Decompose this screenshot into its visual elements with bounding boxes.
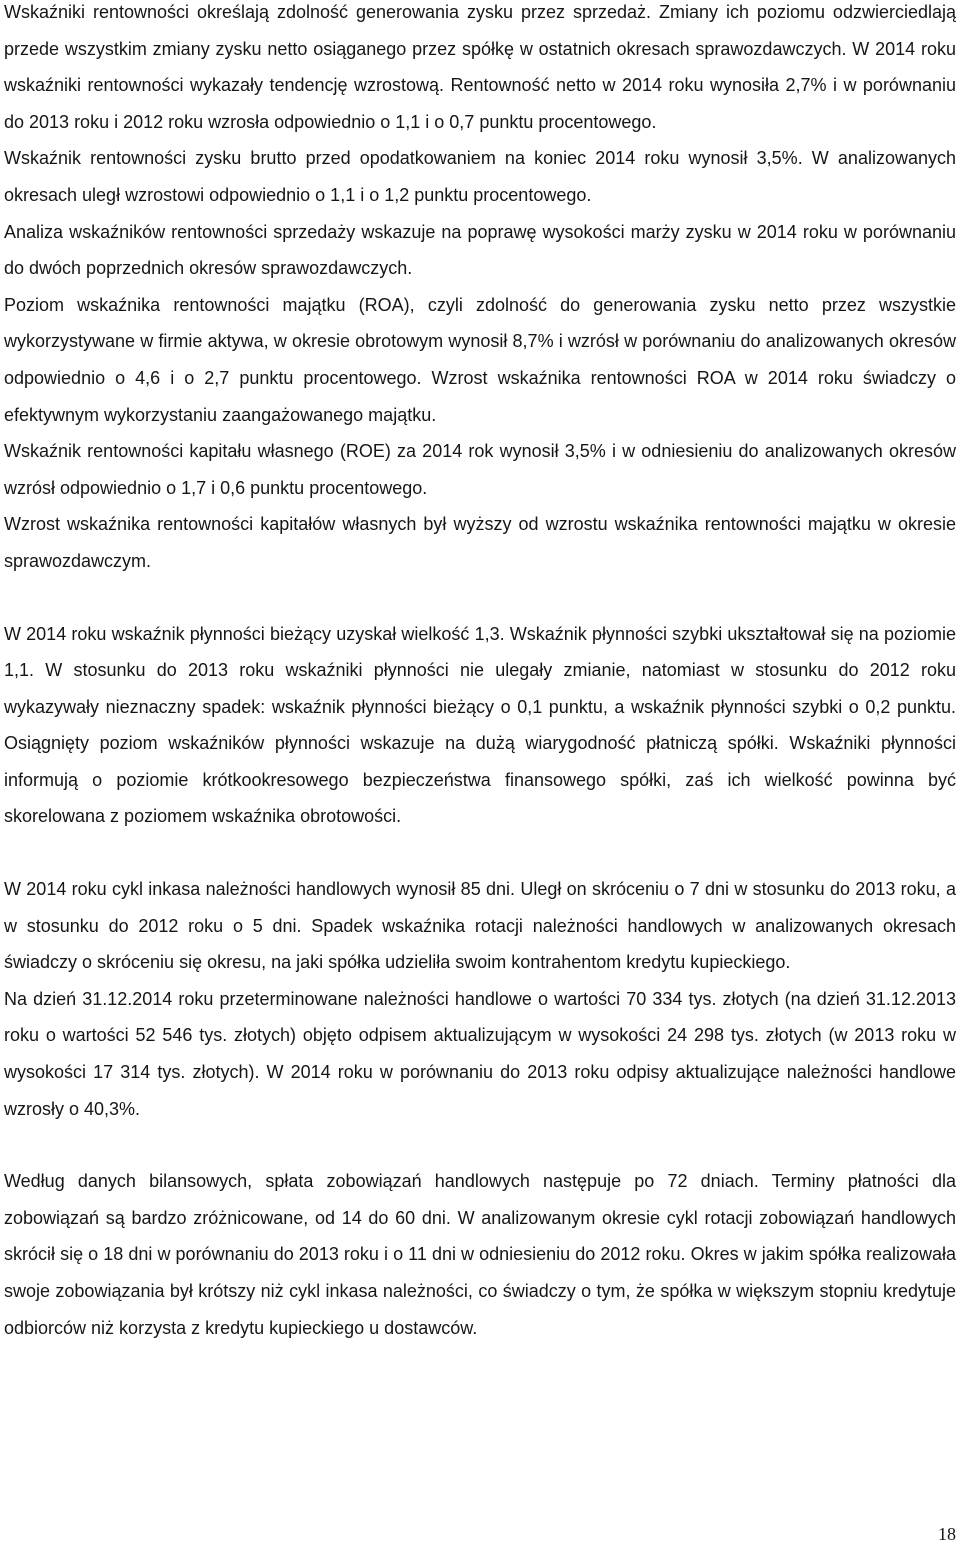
paragraph-receivables-cycle: W 2014 roku cykl inkasa należności handlowych wynosił 85 dni. Uległ on skróceniu o 7 dni w stosunku do 2013 roku, a w stosunku do 2012 roku o 5 dni. Spadek wskaźnika rotacji należności handlowych w analizowanych okresach świadczy o skróceniu się okresu, na jaki spółka udzieliła swoim kontrahentom kredytu kupieckiego.	[4, 879, 956, 973]
page-number: 18	[938, 1524, 956, 1544]
paragraph-profitability-intro: Wskaźniki rentowności określają zdolność generowania zysku przez sprzedaż. Zmiany ich poziomu odzwierciedlają przede wszystkim zmiany zysku netto osiąganego przez spółkę w ostatnich okresach sprawozdawczych. W 2014 roku wskaźniki rentowności wykazały tendencję wzrostową. Rentowność netto w 2014 roku wynosiła 2,7% i w porównaniu do 2013 roku i 2012 roku wzrosła odpowiednio o 1,1 i o 0,7 punktu procentowego.	[4, 2, 956, 132]
paragraph-overdue-receivables: Na dzień 31.12.2014 roku przeterminowane należności handlowe o wartości 70 334 tys. złotych (na dzień 31.12.2013 roku o wartości 52 546 tys. złotych) objęto odpisem aktualizującym w wysokości 24 298 tys. złotych (w 2013 roku w wysokości 17 314 tys. złotych). W 2014 roku w porównaniu do 2013 roku odpisy aktualizujące należności handlowe wzrosły o 40,3%.	[4, 988, 956, 1119]
paragraph-roa: Poziom wskaźnika rentowności majątku (ROA), czyli zdolność do generowania zysku netto przez wszystkie wykorzystywane w firmie aktywa, w okresie obrotowym wynosił 8,7% i wzrósł w porównaniu do analizowanych okresów odpowiednio o 4,6 i o 2,7 punktu procentowego. Wzrost wskaźnika rentowności ROA w 2014 roku świadczy o efektywnym wykorzystaniu zaangażowanego majątku.	[4, 294, 956, 425]
paragraph-payables: Według danych bilansowych, spłata zobowiązań handlowych następuje po 72 dniach. Terminy płatności dla zobowiązań są bardzo zróżnicowane, od 14 do 60 dni. W analizowanym okresie cykl rotacji zobowiązań handlowych skrócił się o 18 dni w porównaniu do 2013 roku i o 11 dni w odniesieniu do 2012 roku. Okres w jakim spółka realizowała swoje zobowiązania był krótszy niż cykl inkasa należności, co świadczy o tym, że spółka w większym stopniu kredytuje odbiorców niż korzysta z kredytu kupieckiego u dostawców.	[4, 1171, 956, 1338]
paragraph-liquidity: W 2014 roku wskaźnik płynności bieżący uzyskał wielkość 1,3. Wskaźnik płynności szybki ukształtował się na poziomie 1,1. W stosunku do 2013 roku wskaźniki płynności nie ulegały zmianie, natomiast w stosunku do 2012 roku wykazywały nieznaczny spadek: wskaźnik płynności bieżący o 0,1 punktu, a wskaźnik płynności szybki o 0,2 punktu. Osiągnięty poziom wskaźników płynności wskazuje na dużą wiarygodność płatniczą spółki. Wskaźniki płynności informują o poziomie krótkookresowego bezpieczeństwa finansowego spółki, zaś ich wielkość powinna być skorelowana z poziomem wskaźnika obrotowości.	[4, 623, 956, 827]
paragraph-equity-vs-assets: Wzrost wskaźnika rentowności kapitałów własnych był wyższy od wzrostu wskaźnika rentowności majątku w okresie sprawozdawczym.	[4, 514, 956, 571]
paragraph-roe: Wskaźnik rentowności kapitału własnego (ROE) za 2014 rok wynosił 3,5% i w odniesieniu do analizowanych okresów wzrósł odpowiednio o 1,7 i 0,6 punktu procentowego.	[4, 441, 956, 498]
paragraph-gross-profit: Wskaźnik rentowności zysku brutto przed opodatkowaniem na koniec 2014 roku wynosił 3,5%. W analizowanych okresach uległ wzrostowi odpowiednio o 1,1 i o 1,2 punktu procentowego.	[4, 148, 956, 205]
paragraph-sales-margin: Analiza wskaźników rentowności sprzedaży wskazuje na poprawę wysokości marży zysku w 2014 roku w porównaniu do dwóch poprzednich okresów sprawozdawczych.	[4, 221, 956, 279]
